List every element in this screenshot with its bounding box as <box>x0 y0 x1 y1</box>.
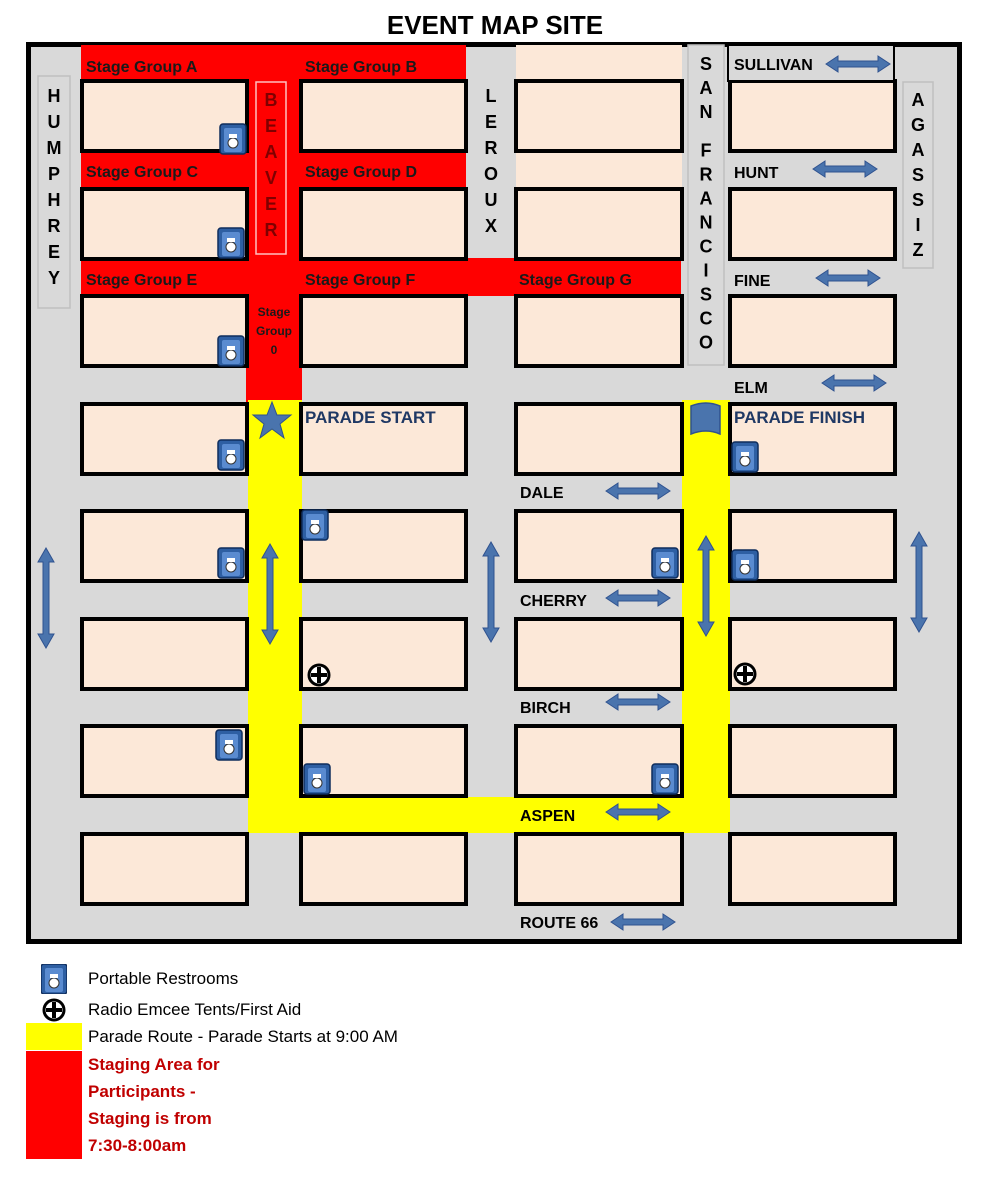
street-label-humphrey: H U M P H R E Y <box>46 86 62 288</box>
street-label-sullivan: SULLIVAN <box>734 57 813 74</box>
parade-finish-label: PARADE FINISH <box>734 408 865 427</box>
double-arrow-icon <box>611 914 675 930</box>
city-block <box>516 189 682 259</box>
city-block <box>301 296 466 366</box>
street-agassiz <box>903 82 933 268</box>
map-title: EVENT MAP SITE <box>386 10 604 40</box>
street-label-elm: ELM <box>734 380 768 397</box>
legend-parade-route-label: Parade Route - Parade Starts at 9:00 AM <box>88 1027 398 1046</box>
city-block <box>730 189 895 259</box>
city-block <box>730 296 895 366</box>
portable-restroom-icon <box>302 510 328 540</box>
double-arrow-icon <box>606 694 670 710</box>
portable-restroom-icon <box>732 550 758 580</box>
legend-staging-line: Staging is from <box>88 1109 212 1128</box>
street-beaver <box>256 82 286 254</box>
legend-staging-label <box>88 1051 220 1159</box>
stage-group-a-label: Stage Group A <box>86 59 198 76</box>
street-label-agassiz: A G A S S I Z <box>910 90 926 260</box>
legend-staging-line: Participants - <box>88 1082 196 1101</box>
portable-restroom-icon <box>218 228 244 258</box>
stage-group-b-label: Stage Group B <box>305 59 418 76</box>
map-legend <box>26 965 626 1165</box>
first-aid-icon <box>735 664 755 684</box>
street-leroux <box>484 86 498 236</box>
legend-first-aid-label: Radio Emcee Tents/First Aid <box>88 1000 302 1019</box>
street-label-leroux: L E R O U X <box>483 86 499 236</box>
street-label-cherry: CHERRY <box>520 593 587 610</box>
city-block <box>82 619 247 689</box>
street-label-hunt: HUNT <box>734 165 779 182</box>
stage-group-0-line2: Group <box>256 324 292 338</box>
street-label-beaver: B E A V E R <box>264 90 278 240</box>
portable-restroom-icon <box>216 730 242 760</box>
city-block <box>82 834 247 904</box>
city-block <box>516 404 682 474</box>
portable-restroom-icon <box>732 442 758 472</box>
city-block <box>730 81 895 151</box>
legend-staging-line: 7:30-8:00am <box>88 1136 187 1155</box>
street-label-fine: FINE <box>734 273 771 290</box>
city-block <box>730 726 895 796</box>
city-block <box>516 81 682 151</box>
double-arrow-icon <box>483 542 499 642</box>
flag-icon <box>691 403 720 434</box>
first-aid-icon <box>26 996 82 1023</box>
city-block <box>301 834 466 904</box>
open-lot <box>516 149 682 189</box>
city-block <box>516 834 682 904</box>
legend-restrooms-label: Portable Restrooms <box>88 969 239 988</box>
portable-restroom-icon <box>652 548 678 578</box>
street-label-aspen: ASPEN <box>520 808 576 825</box>
portable-restroom-icon <box>652 764 678 794</box>
first-aid-icon <box>309 665 329 685</box>
legend-row-parade-route <box>26 1023 398 1050</box>
city-block <box>301 189 466 259</box>
portable-restroom-icon <box>218 336 244 366</box>
city-block <box>730 834 895 904</box>
stage-group-e-label: Stage Group E <box>86 272 198 289</box>
legend-row-restrooms <box>26 965 238 992</box>
portable-restroom-icon <box>218 440 244 470</box>
double-arrow-icon <box>816 270 880 286</box>
double-arrow-icon <box>606 590 670 606</box>
staging-area-swatch <box>26 1051 82 1159</box>
event-map <box>26 42 962 944</box>
legend-staging-line: Staging Area for <box>88 1055 220 1074</box>
stage-group-0-line3: 0 <box>270 343 278 357</box>
double-arrow-icon <box>813 161 877 177</box>
street-label-dale: DALE <box>520 485 564 502</box>
street-label-birch: BIRCH <box>520 700 571 717</box>
portable-restroom-icon <box>218 548 244 578</box>
double-arrow-icon <box>911 532 927 632</box>
open-lot <box>516 45 682 81</box>
street-san-francisco <box>688 45 724 365</box>
street-label-route66: ROUTE 66 <box>520 915 599 932</box>
city-block <box>301 81 466 151</box>
portable-restroom-icon <box>304 764 330 794</box>
stage-group-g-label: Stage Group G <box>519 272 632 289</box>
stage-group-c-label: Stage Group C <box>86 164 199 181</box>
city-block <box>516 296 682 366</box>
stage-group-f-label: Stage Group F <box>305 272 416 289</box>
legend-row-first-aid <box>26 996 301 1023</box>
double-arrow-icon <box>38 548 54 648</box>
street-label-san-francisco: S A N F R A N C I S C O <box>698 54 714 353</box>
stage-group-d-label: Stage Group D <box>305 164 418 181</box>
double-arrow-icon <box>822 375 886 391</box>
stage-group-0-line1: Stage <box>257 305 291 319</box>
street-humphrey <box>38 76 70 308</box>
parade-start-label: PARADE START <box>305 408 436 427</box>
double-arrow-icon <box>606 483 670 499</box>
parade-route-swatch <box>26 1023 82 1050</box>
city-block <box>516 619 682 689</box>
portable-restroom-icon <box>26 965 82 992</box>
portable-restroom-icon <box>220 124 246 154</box>
